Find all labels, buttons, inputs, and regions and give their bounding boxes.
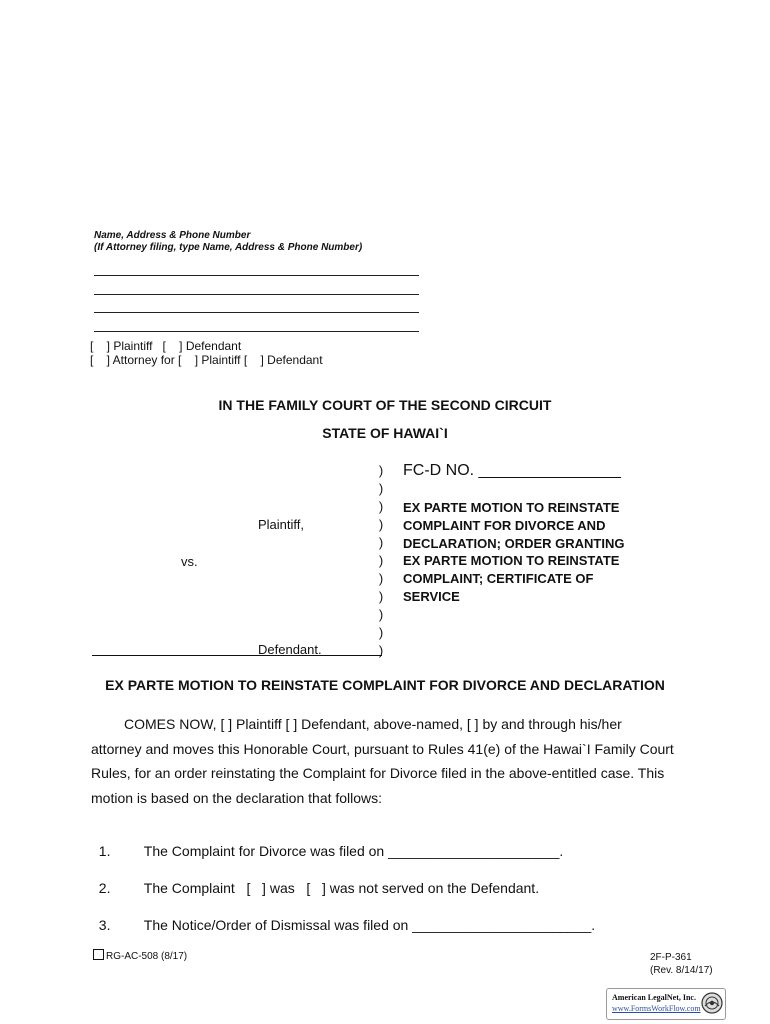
vendor-name: American LegalNet, Inc. — [612, 993, 696, 1002]
caption-paren: ) — [378, 553, 384, 568]
form-number: 2F-P-361 — [650, 952, 692, 963]
court-heading: IN THE FAMILY COURT OF THE SECOND CIRCUIT — [218, 397, 552, 413]
caption-paren: ) — [378, 571, 384, 586]
caption-paren: ) — [378, 589, 384, 604]
body-line[interactable]: COMES NOW, [ ] Plaintiff [ ] Defendant, above-named, [ ] by and through his/her — [124, 716, 622, 732]
caption-title-line: DECLARATION; ORDER GRANTING — [403, 535, 625, 551]
form-mark-icon — [93, 949, 104, 960]
globe-icon — [701, 992, 723, 1014]
party-role-line[interactable]: [ ] Plaintiff [ ] Defendant — [90, 339, 242, 353]
caption-title-line: EX PARTE MOTION TO REINSTATE — [403, 553, 620, 569]
body-line: attorney and moves this Honorable Court, pursuant to Rules 41(e) of the Hawai`I Family Court — [91, 741, 674, 757]
revision-date: (Rev. 8/14/17) — [650, 965, 713, 976]
caption-title-line: SERVICE — [403, 588, 460, 604]
item-number: 1. — [98, 843, 111, 859]
attorney-role-line[interactable]: [ ] Attorney for [ ] Plaintiff [ ] Defendant — [90, 353, 323, 367]
caption-bottom-rule — [92, 655, 382, 656]
item-text: The Complaint [ ] was [ ] was not served on the Defendant. — [143, 880, 540, 896]
phone-line[interactable] — [94, 331, 419, 332]
body-line: Rules, for an order reinstating the Complaint for Divorce filed in the above-entitled case. This — [91, 765, 665, 781]
vs-label: vs. — [181, 554, 198, 569]
address-line-1[interactable] — [94, 294, 419, 295]
case-number-field[interactable]: FC-D NO. ________________ — [403, 462, 621, 479]
declaration-item[interactable] — [91, 864, 539, 896]
header-sublabel: (If Attorney filing, type Name, Address & Phone Number) — [94, 242, 363, 253]
caption-title-line: EX PARTE MOTION TO REINSTATE — [403, 500, 620, 515]
declaration-item[interactable] — [91, 901, 595, 933]
caption-paren: ) — [378, 535, 384, 550]
motion-title: EX PARTE MOTION TO REINSTATE COMPLAINT FOR DIVORCE AND DECLARATION — [105, 677, 665, 693]
declaration-item[interactable] — [91, 827, 563, 859]
defendant-label: Defendant. — [258, 642, 322, 657]
caption-paren: ) — [378, 481, 384, 496]
name-line[interactable] — [94, 275, 419, 276]
caption-title — [403, 499, 663, 606]
caption-title-line: COMPLAINT; CERTIFICATE OF — [403, 571, 594, 587]
caption-paren: ) — [378, 499, 384, 514]
item-text: The Complaint for Divorce was filed on ______________________. — [143, 843, 564, 859]
plaintiff-label: Plaintiff, — [258, 517, 305, 532]
item-number: 3. — [98, 917, 111, 933]
caption-paren: ) — [378, 463, 384, 478]
state-heading: STATE OF HAWAI`I — [322, 425, 448, 441]
item-text: The Notice/Order of Dismissal was filed on _______________________. — [143, 917, 596, 933]
caption-paren: ) — [378, 643, 384, 658]
form-code — [93, 949, 187, 962]
caption-paren: ) — [378, 607, 384, 622]
caption-paren: ) — [378, 517, 384, 532]
header-label: Name, Address & Phone Number — [94, 230, 251, 241]
item-number: 2. — [98, 880, 111, 896]
address-line-2[interactable] — [94, 312, 419, 313]
form-code-text: RG-AC-508 (8/17) — [106, 951, 188, 962]
vendor-link[interactable]: www.FormsWorkFlow.com — [612, 1004, 701, 1013]
form-revision — [650, 951, 713, 977]
body-line: motion is based on the declaration that follows: — [91, 790, 383, 806]
caption-title-line: COMPLAINT FOR DIVORCE AND — [403, 517, 606, 533]
caption-paren: ) — [378, 625, 384, 640]
